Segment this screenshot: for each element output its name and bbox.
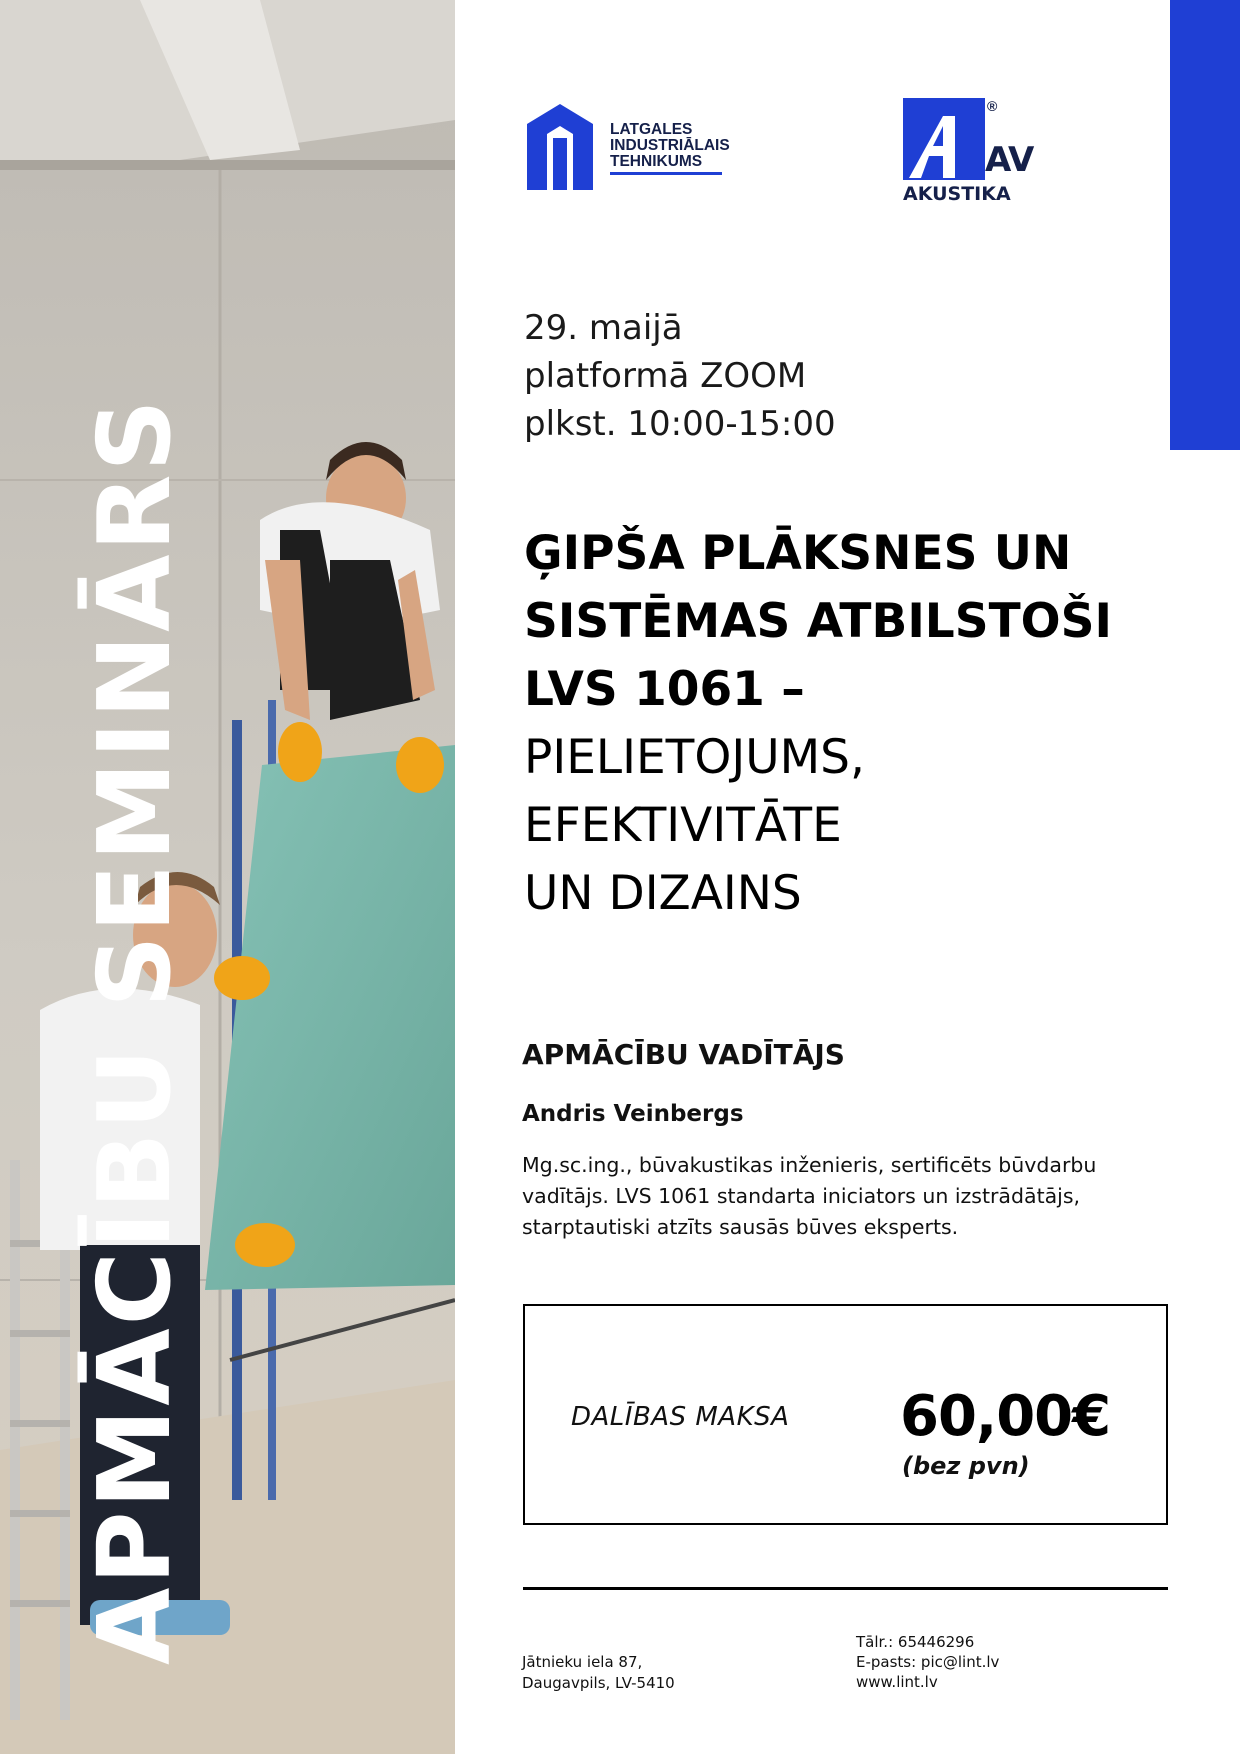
trainer-heading: APMĀCĪBU VADĪTĀJS [522,1038,845,1071]
av-mark: AV [985,140,1034,180]
logo-line-1: LATGALES [610,121,693,138]
registered-mark: ® [987,98,998,114]
vertical-seminar-title: APMĀCĪBU SEMINĀRS [76,396,193,1665]
contact-phone: Tālr.: 65446296 [856,1633,975,1651]
headline-line-1: ĢIPŠA PLĀKSNES UN [524,526,1072,581]
seminar-headline [524,520,1112,928]
footer-address [522,1652,675,1694]
trainer-bio: Mg.sc.ing., būvakustikas inženieris, sertificēts būvdarbu vadītājs. LVS 1061 standarta iniciators un izstrādātājs, starptautiski atzīts sausās būves eksperts. [522,1153,1097,1239]
av-square-icon [903,98,985,180]
house-logo-icon [527,104,593,190]
event-time: plkst. 10:00-15:00 [524,404,836,444]
trainer-name: Andris Veinbergs [522,1101,744,1127]
latgales-tehnikums-logo [527,104,767,190]
price-label: DALĪBAS MAKSA [571,1402,790,1432]
logo-line-2: INDUSTRIĀLAIS [610,137,730,154]
hero-photo [0,0,455,1754]
headline-line-6: UN DIZAINS [524,866,802,921]
event-date: 29. maijā [524,308,683,348]
akustika-wordmark: AKUSTIKA [903,183,1011,205]
headline-line-4: PIELIETOJUMS, [524,730,865,785]
headline-line-3: LVS 1061 – [524,662,805,717]
contact-website[interactable]: www.lint.lv [856,1673,938,1691]
price-vat-note: (bez pvn) [902,1452,1030,1480]
price-amount: 60,00€ [900,1384,1111,1449]
event-details [524,304,836,448]
footer-contacts [856,1632,999,1692]
address-line-2: Daugavpils, LV-5410 [522,1674,675,1692]
headline-line-2: SISTĒMAS ATBILSTOŠI [524,594,1112,649]
av-akustika-logo [903,98,1043,210]
headline-line-5: EFEKTIVITĀTE [524,798,842,853]
event-platform: platformā ZOOM [524,356,807,396]
logo-line-3: TEHNIKUMS [610,153,703,170]
price-box [523,1304,1168,1525]
address-line-1: Jātnieku iela 87, [522,1653,643,1671]
workers-lifting-drywall-illustration [0,0,455,1754]
footer-divider [523,1587,1168,1590]
contact-email[interactable]: E-pasts: pic@lint.lv [856,1653,1000,1671]
accent-bar [1170,0,1240,450]
logo-underline [610,172,722,175]
